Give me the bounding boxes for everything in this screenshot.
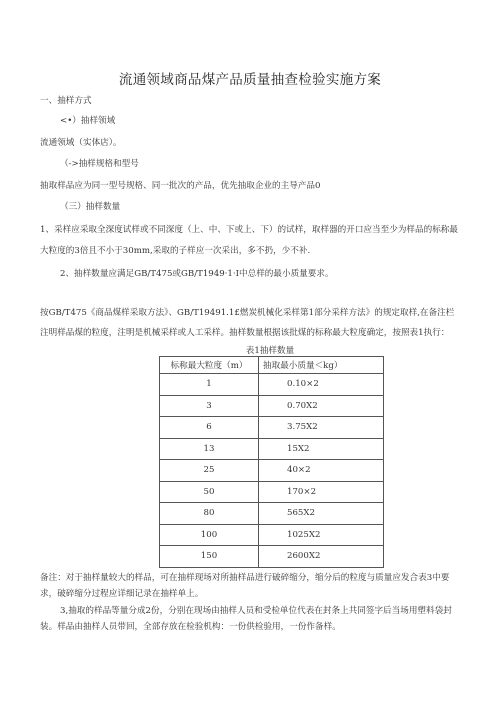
document-title: 流通领域商品煤产品质量抽查检验实施方案 [118,72,382,88]
table-header-cell: 标称最大粒度（m） [160,357,259,374]
table-cell: 3.75X2 [259,417,384,439]
table-cell: 50 [160,481,259,503]
table-row [160,503,384,525]
table-cell: 2600X2 [259,546,384,568]
subheading-sampling-spec: （->抽样规格和型号 [60,159,139,169]
text-sampling-field: 流通领域（实体店）。 [40,138,122,148]
table-caption: 表1抽样数量 [245,346,295,356]
table-cell: 170×2 [259,481,384,503]
table-cell: 25 [160,460,259,482]
table-cell: 0.10×2 [259,374,384,396]
table-row [160,374,384,396]
table-row [160,524,384,546]
paragraph-sample-division: 3,抽取的样品等量分成2份，分别在现场由抽样人员和受检单位代表在封条上共同签字后当场用塑料袋封装。样品由抽样人员带回，全部存放在检验机构：一份供检验用，一份作备样。 [40,606,452,632]
table-cell: 1025X2 [259,524,384,546]
table-row [160,481,384,503]
paragraph-sampling-depth: 1、采样应采取全深度试样或不同深度（上、中、下或上、下）的试样，取样器的开口应当至少为样品的标称最大粒度的3倍且不小于30mm,采取的子样应一次采出，多不扔，少不补. [40,225,458,256]
table-cell: 565X2 [259,503,384,525]
table-row [160,546,384,568]
table-cell: 3 [160,395,259,417]
table-cell: 40×2 [259,460,384,482]
paragraph-sampling-quantity-standard: 2、抽样数量应满足GB/T475或GB/T1949·1·Ⅰ中总样的最小质量要求。 [60,269,334,279]
table-header-cell: 抽取最小质量＜kg） [259,357,384,374]
table-row [160,438,384,460]
table-cell: 0.70X2 [259,395,384,417]
table-cell: 1 [160,374,259,396]
table-cell: 80 [160,503,259,525]
table-note: 备注：对于抽样量较大的样品，可在抽样现场对所抽样品进行破碎缩分，缩分后的粒度与质量应发合表3中要求，破碎缩分过程应详细记录在抽样单上。 [40,573,450,599]
table-cell: 150 [160,546,259,568]
table-cell: 100 [160,524,259,546]
table-header-row [160,357,384,374]
text-sampling-spec: 抽取样品应为同一型号规格、同一批次的产品，优先抽取企业的主导产品0 [40,181,321,191]
subheading-sampling-field: <•）抽样领域 [60,116,116,126]
table-cell: 6 [160,417,259,439]
table-cell: 15X2 [259,438,384,460]
subheading-sampling-quantity: （三）抽样数量 [60,202,121,212]
table-cell: 13 [160,438,259,460]
table-row [160,460,384,482]
sampling-quantity-table [159,356,384,568]
table-row [160,395,384,417]
section-heading-sampling-method: 一、抽样方式 [40,96,92,106]
paragraph-sampling-method-standard: 按GB/T475《商品煤样采取方法》、GB/T19491.1£燃炭机械化采样第1部分采样方法》的规定取样,在备注栏注明样品煤的粒度，注明是机械采样或人工采样。抽样数量根据该批煤的标称最大粒度确定，按照表1执行： [40,308,455,338]
table-row [160,417,384,439]
